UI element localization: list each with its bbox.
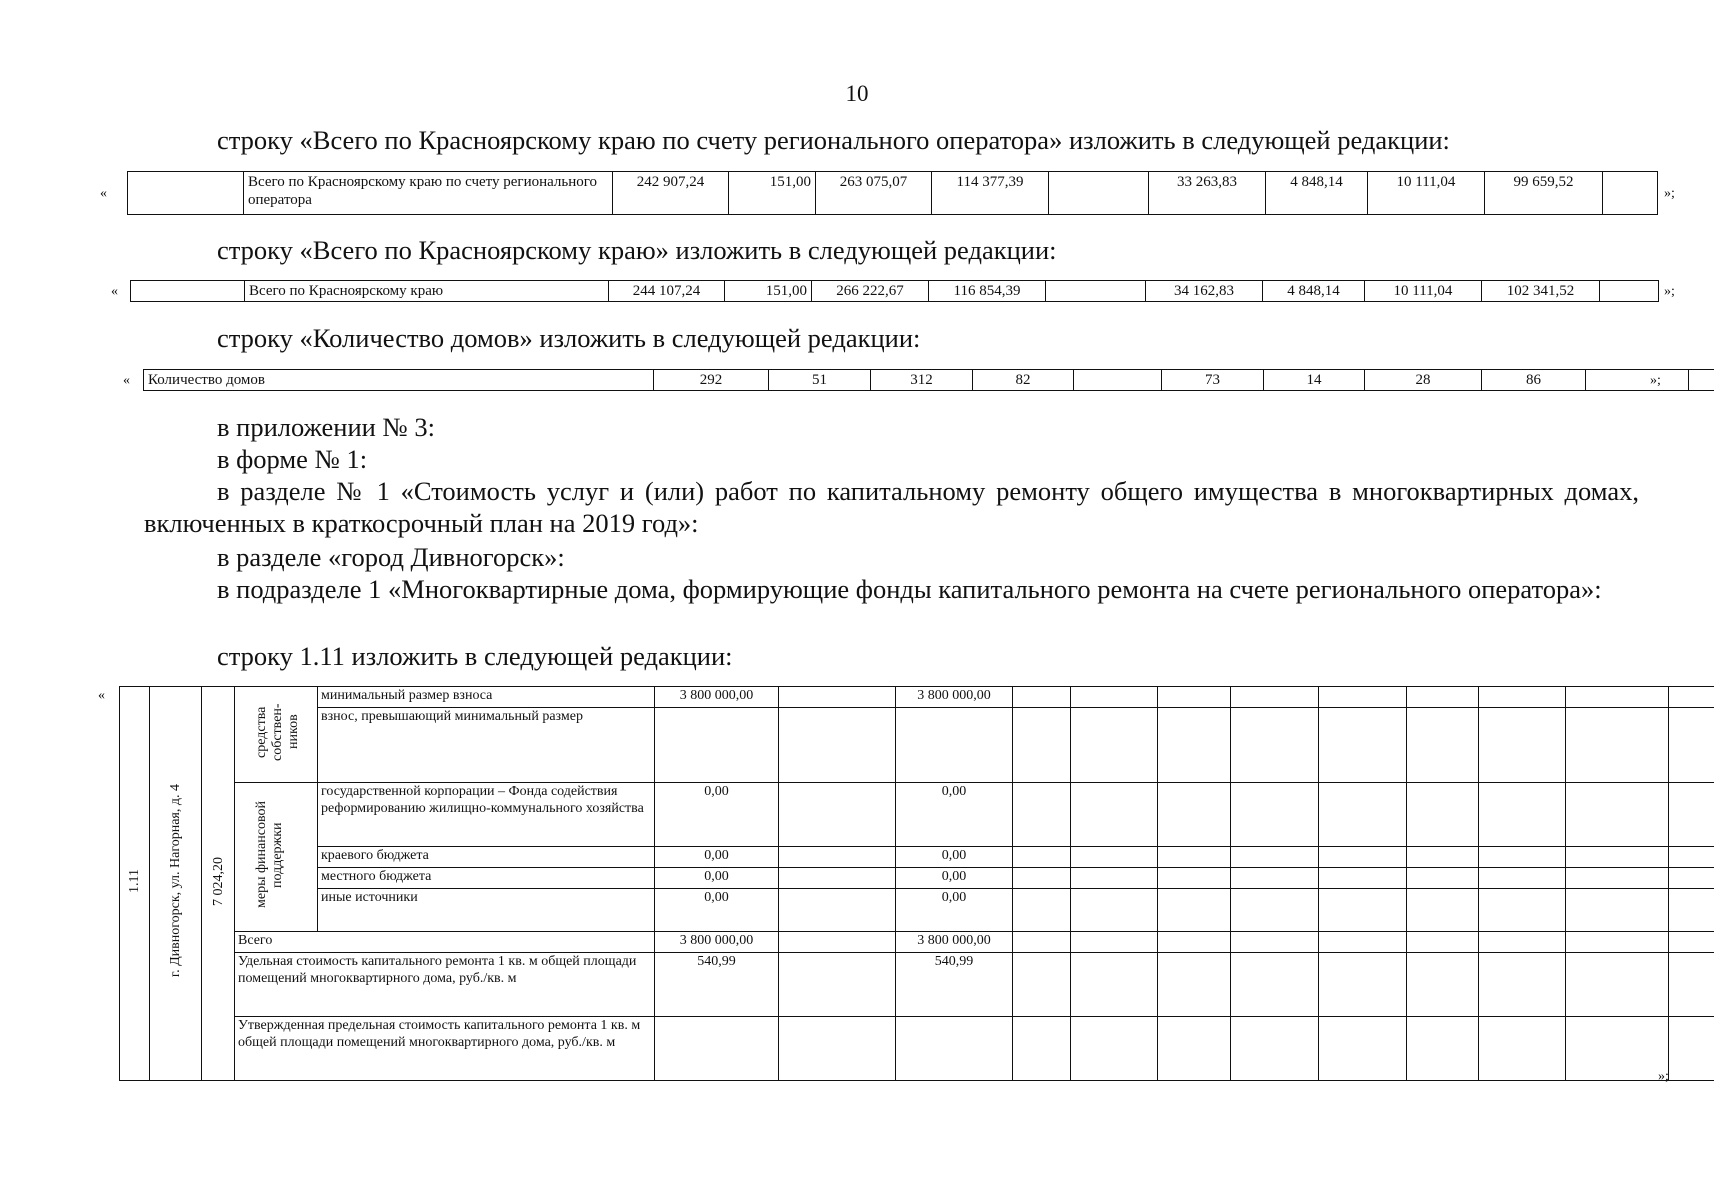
empty-cell bbox=[1479, 708, 1566, 783]
row-label: государственной корпорации – Фонда содействия реформированию жилищно-коммунального хозяйства bbox=[318, 783, 655, 847]
empty-cell bbox=[1013, 889, 1071, 932]
empty-cell bbox=[1071, 687, 1158, 708]
value-cell bbox=[1603, 172, 1658, 215]
empty-cell bbox=[1407, 708, 1479, 783]
paragraph-section-city: в разделе «город Дивногорск»: bbox=[217, 542, 565, 572]
value-cell: 292 bbox=[654, 370, 769, 391]
empty-cell bbox=[1158, 868, 1231, 889]
value-cell: 3 800 000,00 bbox=[655, 687, 779, 708]
empty-cell bbox=[779, 889, 896, 932]
value-cell: 14 bbox=[1264, 370, 1365, 391]
empty-cell bbox=[1158, 783, 1231, 847]
value-cell: 102 341,52 bbox=[1482, 281, 1600, 302]
table-row bbox=[131, 281, 1659, 302]
value-cell: 0,00 bbox=[896, 868, 1013, 889]
value-cell: 114 377,39 bbox=[932, 172, 1049, 215]
value-cell bbox=[655, 1017, 779, 1081]
value-cell: 0,00 bbox=[655, 868, 779, 889]
empty-cell bbox=[779, 953, 896, 1017]
quote-close: »; bbox=[1650, 373, 1661, 388]
empty-cell bbox=[1407, 783, 1479, 847]
table-row bbox=[120, 783, 1714, 847]
address-cell bbox=[150, 687, 202, 1081]
value-cell bbox=[655, 708, 779, 783]
row-label: Количество домов bbox=[144, 370, 654, 391]
empty-cell bbox=[1669, 889, 1714, 932]
empty-cell bbox=[779, 687, 896, 708]
value-cell bbox=[1074, 370, 1162, 391]
empty-cell bbox=[1013, 783, 1071, 847]
empty-cell bbox=[779, 932, 896, 953]
empty-cell bbox=[1407, 889, 1479, 932]
empty-cell bbox=[1669, 953, 1714, 1017]
value-cell: 151,00 bbox=[729, 172, 816, 215]
value-cell: 99 659,52 bbox=[1485, 172, 1603, 215]
value-cell bbox=[1600, 281, 1659, 302]
empty-cell bbox=[1669, 1017, 1714, 1081]
value-cell: 3 800 000,00 bbox=[896, 687, 1013, 708]
empty-cell bbox=[779, 708, 896, 783]
paragraph-row-total-operator: строку «Всего по Красноярскому краю по счету регионального оператора» изложить в следующей редакции: bbox=[217, 125, 1450, 155]
quote-open: « bbox=[123, 373, 130, 388]
value-cell bbox=[1049, 172, 1149, 215]
total-table bbox=[130, 280, 1659, 302]
table-row bbox=[120, 889, 1714, 932]
row-label: Всего по Красноярскому краю bbox=[245, 281, 609, 302]
empty-cell bbox=[1319, 847, 1407, 868]
value-cell: 116 854,39 bbox=[929, 281, 1046, 302]
owners-funds-label: средства собствен-ников bbox=[254, 703, 301, 761]
empty-cell bbox=[1479, 932, 1566, 953]
value-cell: 73 bbox=[1162, 370, 1264, 391]
value-cell: 10 111,04 bbox=[1368, 172, 1485, 215]
value-cell: 0,00 bbox=[655, 783, 779, 847]
financial-support-group bbox=[235, 783, 318, 932]
empty-cell bbox=[1013, 847, 1071, 868]
value-cell: 28 bbox=[1365, 370, 1482, 391]
empty-cell bbox=[1231, 1017, 1319, 1081]
empty-cell bbox=[1669, 868, 1714, 889]
table-row bbox=[120, 953, 1714, 1017]
empty-cell bbox=[1013, 932, 1071, 953]
empty-cell bbox=[1158, 953, 1231, 1017]
empty-cell bbox=[1479, 868, 1566, 889]
value-cell: 4 848,14 bbox=[1266, 172, 1368, 215]
empty-cell bbox=[1566, 687, 1669, 708]
empty-cell bbox=[1231, 953, 1319, 1017]
row-label: минимальный размер взноса bbox=[318, 687, 655, 708]
value-cell bbox=[896, 1017, 1013, 1081]
empty-cell bbox=[1013, 708, 1071, 783]
empty-cell bbox=[1013, 868, 1071, 889]
empty-cell bbox=[1231, 889, 1319, 932]
empty-cell bbox=[779, 868, 896, 889]
area-cell bbox=[202, 687, 235, 1081]
area: 7 024,20 bbox=[210, 856, 226, 906]
table-row bbox=[120, 708, 1714, 783]
paragraph-appendix: в приложении № 3: bbox=[217, 412, 435, 442]
empty-cell bbox=[1566, 953, 1669, 1017]
empty-cell bbox=[1689, 370, 1714, 391]
empty-cell bbox=[1319, 868, 1407, 889]
empty-cell bbox=[1669, 932, 1714, 953]
row-1-11-table bbox=[119, 686, 1714, 1081]
table-row bbox=[120, 687, 1714, 708]
value-cell: 33 263,83 bbox=[1149, 172, 1266, 215]
table-row bbox=[144, 370, 1714, 391]
table-row bbox=[120, 932, 1714, 953]
value-cell: 0,00 bbox=[896, 847, 1013, 868]
empty-cell bbox=[1071, 868, 1158, 889]
row-label: иные источники bbox=[318, 889, 655, 932]
quote-close: »; bbox=[1664, 186, 1675, 201]
value-cell: 540,99 bbox=[896, 953, 1013, 1017]
empty-cell bbox=[1231, 868, 1319, 889]
unit-cost-label: Удельная стоимость капитального ремонта 1 кв. м общей площади помещений многоквартирного дома, руб./кв. м bbox=[235, 953, 655, 1017]
value-cell: 0,00 bbox=[655, 889, 779, 932]
value-cell: 244 107,24 bbox=[609, 281, 725, 302]
empty-cell bbox=[131, 281, 245, 302]
paragraph-section-1: в разделе № 1 «Стоимость услуг и (или) работ по капитальному ремонту общего имущества в многоквартирных домах, включенных в краткосрочный план на 2019 год»: bbox=[144, 476, 1639, 538]
empty-cell bbox=[1231, 783, 1319, 847]
empty-cell bbox=[1071, 847, 1158, 868]
row-label: краевого бюджета bbox=[318, 847, 655, 868]
empty-cell bbox=[1479, 687, 1566, 708]
value-cell: 0,00 bbox=[896, 783, 1013, 847]
empty-cell bbox=[779, 783, 896, 847]
table-row bbox=[120, 1017, 1714, 1081]
empty-cell bbox=[1407, 932, 1479, 953]
value-cell: 151,00 bbox=[725, 281, 812, 302]
row-label: взнос, превышающий минимальный размер bbox=[318, 708, 655, 783]
empty-cell bbox=[1071, 783, 1158, 847]
empty-cell bbox=[1669, 708, 1714, 783]
financial-support-label: меры финансовой поддержки bbox=[254, 801, 285, 908]
empty-cell bbox=[1071, 953, 1158, 1017]
empty-cell bbox=[1158, 708, 1231, 783]
empty-cell bbox=[1669, 847, 1714, 868]
value-cell: 82 bbox=[973, 370, 1074, 391]
empty-cell bbox=[1071, 1017, 1158, 1081]
empty-cell bbox=[779, 1017, 896, 1081]
row-number-cell bbox=[120, 687, 150, 1081]
value-cell: 4 848,14 bbox=[1263, 281, 1365, 302]
table-row bbox=[120, 868, 1714, 889]
empty-cell bbox=[1479, 1017, 1566, 1081]
empty-cell bbox=[1479, 847, 1566, 868]
empty-cell bbox=[1158, 847, 1231, 868]
empty-cell bbox=[128, 172, 244, 215]
empty-cell bbox=[1566, 1017, 1669, 1081]
paragraph-subsection-1: в подразделе 1 «Многоквартирные дома, формирующие фонды капитального ремонта на счете регионального оператора»: bbox=[217, 574, 1602, 604]
empty-cell bbox=[1158, 932, 1231, 953]
paragraph-row-total: строку «Всего по Красноярскому краю» изложить в следующей редакции: bbox=[217, 235, 1057, 265]
empty-cell bbox=[1566, 708, 1669, 783]
value-cell: 263 075,07 bbox=[816, 172, 932, 215]
house-count-table bbox=[143, 369, 1714, 391]
empty-cell bbox=[1013, 1017, 1071, 1081]
value-cell: 0,00 bbox=[655, 847, 779, 868]
quote-open: « bbox=[98, 688, 105, 703]
empty-cell bbox=[1071, 932, 1158, 953]
empty-cell bbox=[1669, 687, 1714, 708]
value-cell: 3 800 000,00 bbox=[655, 932, 779, 953]
empty-cell bbox=[1407, 953, 1479, 1017]
empty-cell bbox=[779, 847, 896, 868]
empty-cell bbox=[1407, 868, 1479, 889]
empty-cell bbox=[1319, 783, 1407, 847]
paragraph-form: в форме № 1: bbox=[217, 444, 368, 474]
empty-cell bbox=[1013, 953, 1071, 1017]
value-cell: 540,99 bbox=[655, 953, 779, 1017]
quote-open: « bbox=[111, 284, 118, 299]
quote-open: « bbox=[100, 186, 107, 201]
empty-cell bbox=[1566, 932, 1669, 953]
empty-cell bbox=[1319, 687, 1407, 708]
empty-cell bbox=[1231, 708, 1319, 783]
empty-cell bbox=[1319, 889, 1407, 932]
value-cell: 0,00 bbox=[896, 889, 1013, 932]
empty-cell bbox=[1319, 953, 1407, 1017]
value-cell bbox=[896, 708, 1013, 783]
owners-funds-group bbox=[235, 687, 318, 783]
value-cell bbox=[1586, 370, 1689, 391]
empty-cell bbox=[1566, 868, 1669, 889]
empty-cell bbox=[1566, 847, 1669, 868]
empty-cell bbox=[1479, 783, 1566, 847]
value-cell: 3 800 000,00 bbox=[896, 932, 1013, 953]
quote-close: »; bbox=[1658, 1069, 1669, 1084]
empty-cell bbox=[1013, 687, 1071, 708]
empty-cell bbox=[1566, 889, 1669, 932]
empty-cell bbox=[1071, 889, 1158, 932]
page-number: 10 bbox=[845, 81, 869, 106]
paragraph-row-1-11: строку 1.11 изложить в следующей редакции: bbox=[217, 641, 733, 671]
empty-cell bbox=[1158, 687, 1231, 708]
row-number: 1.11 bbox=[127, 869, 142, 893]
total-operator-table bbox=[127, 171, 1658, 215]
empty-cell bbox=[1669, 783, 1714, 847]
empty-cell bbox=[1407, 1017, 1479, 1081]
empty-cell bbox=[1071, 708, 1158, 783]
empty-cell bbox=[1319, 1017, 1407, 1081]
value-cell: 51 bbox=[769, 370, 871, 391]
empty-cell bbox=[1158, 1017, 1231, 1081]
value-cell: 242 907,24 bbox=[613, 172, 729, 215]
address: г. Дивногорск, ул. Нагорная, д. 4 bbox=[168, 784, 183, 978]
quote-close: »; bbox=[1664, 284, 1675, 299]
empty-cell bbox=[1158, 889, 1231, 932]
value-cell: 86 bbox=[1482, 370, 1586, 391]
value-cell: 34 162,83 bbox=[1146, 281, 1263, 302]
empty-cell bbox=[1479, 953, 1566, 1017]
table-row bbox=[120, 847, 1714, 868]
empty-cell bbox=[1407, 687, 1479, 708]
limit-cost-label: Утвержденная предельная стоимость капитального ремонта 1 кв. м общей площади помещений многоквартирного дома, руб./кв. м bbox=[235, 1017, 655, 1081]
empty-cell bbox=[1319, 708, 1407, 783]
value-cell: 10 111,04 bbox=[1365, 281, 1482, 302]
value-cell: 312 bbox=[871, 370, 973, 391]
empty-cell bbox=[1231, 847, 1319, 868]
empty-cell bbox=[1566, 783, 1669, 847]
paragraph-house-count: строку «Количество домов» изложить в следующей редакции: bbox=[217, 323, 921, 353]
empty-cell bbox=[1479, 889, 1566, 932]
value-cell: 266 222,67 bbox=[812, 281, 929, 302]
empty-cell bbox=[1231, 932, 1319, 953]
row-label: Всего по Красноярскому краю по счету регионального оператора bbox=[244, 172, 613, 215]
table-row bbox=[128, 172, 1658, 215]
total-label: Всего bbox=[235, 932, 655, 953]
value-cell bbox=[1046, 281, 1146, 302]
empty-cell bbox=[1319, 932, 1407, 953]
empty-cell bbox=[1407, 847, 1479, 868]
empty-cell bbox=[1231, 687, 1319, 708]
row-label: местного бюджета bbox=[318, 868, 655, 889]
